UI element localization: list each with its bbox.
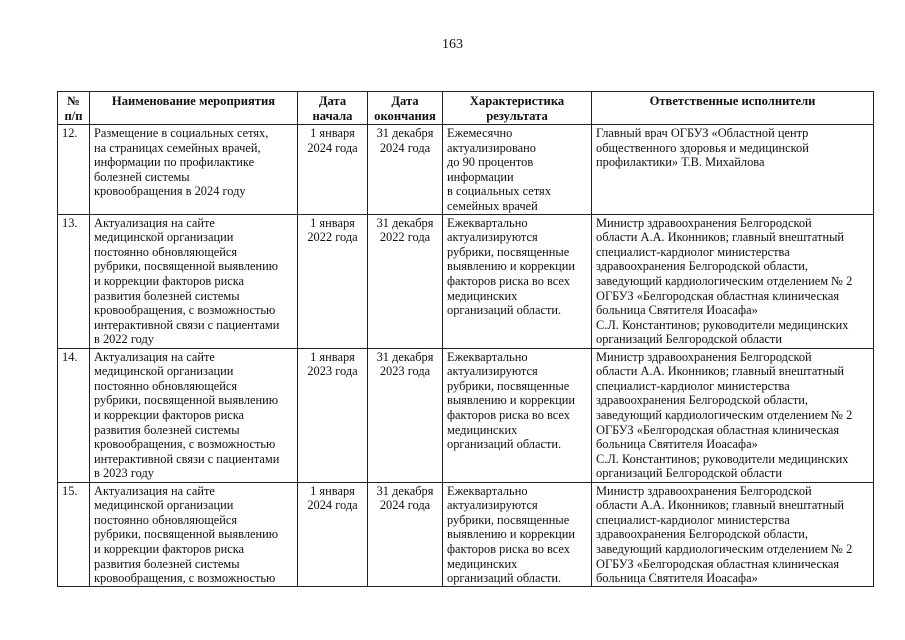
row-executors: Министр здравоохранения Белгородской области А.А. Иконников; главный внештатный специалист-кардиолог министерства здравоохранения Белгородской области, заведующий кардиологическим отделением № 2 ОГБУЗ «Белгородская областная клиническая больница Святителя Иоасафа» [592,482,874,586]
table-row [58,125,874,215]
row-end-date: 31 декабря 2023 года [368,348,443,482]
header-name: Наименование мероприятия [90,92,298,125]
row-start-date: 1 января 2024 года [298,482,368,586]
row-executors: Министр здравоохранения Белгородской области А.А. Иконников; главный внештатный специалист-кардиолог министерства здравоохранения Белгородской области, заведующий кардиологическим отделением № 2 ОГБУЗ «Белгородская областная клиническая больница Святителя Иоасафа» С.Л. Константинов; руководители медицинских организаций Белгородской области [592,214,874,348]
header-result: Характеристика результата [443,92,592,125]
row-result: Ежеквартально актуализируются рубрики, посвященные выявлению и коррекции факторов риска во всех медицинских организаций области. [443,482,592,586]
table-row [58,348,874,482]
row-result: Ежеквартально актуализируются рубрики, посвященные выявлению и коррекции факторов риска во всех медицинских организаций области. [443,348,592,482]
row-num: 15. [58,482,90,586]
row-name: Актуализация на сайте медицинской организации постоянно обновляющейся рубрики, посвященной выявлению и коррекции факторов риска развития болезней системы кровообращения, с возможностью интерактивной связи с пациентами в 2023 году [90,348,298,482]
header-executors: Ответственные исполнители [592,92,874,125]
row-start-date: 1 января 2023 года [298,348,368,482]
row-end-date: 31 декабря 2024 года [368,482,443,586]
header-start-date: Дата начала [298,92,368,125]
row-num: 12. [58,125,90,215]
row-name: Актуализация на сайте медицинской организации постоянно обновляющейся рубрики, посвященной выявлению и коррекции факторов риска развития болезней системы кровообращения, с возможностью [90,482,298,586]
row-end-date: 31 декабря 2022 года [368,214,443,348]
table-header-row [58,92,874,125]
row-name: Актуализация на сайте медицинской организации постоянно обновляющейся рубрики, посвященной выявлению и коррекции факторов риска развития болезней системы кровообращения, с возможностью интерактивной связи с пациентами в 2022 году [90,214,298,348]
header-end-date: Дата окончания [368,92,443,125]
page-number: 163 [442,37,463,52]
row-start-date: 1 января 2022 года [298,214,368,348]
row-start-date: 1 января 2024 года [298,125,368,215]
row-executors: Министр здравоохранения Белгородской области А.А. Иконников; главный внештатный специалист-кардиолог министерства здравоохранения Белгородской области, заведующий кардиологическим отделением № 2 ОГБУЗ «Белгородская областная клиническая больница Святителя Иоасафа» С.Л. Константинов; руководители медицинских организаций Белгородской области [592,348,874,482]
table-row [58,482,874,586]
row-end-date: 31 декабря 2024 года [368,125,443,215]
row-executors: Главный врач ОГБУЗ «Областной центр общественного здоровья и медицинской профилактики» Т.В. Михайлова [592,125,874,215]
row-result: Ежемесячно актуализировано до 90 процентов информации в социальных сетях семейных врачей [443,125,592,215]
row-num: 13. [58,214,90,348]
row-num: 14. [58,348,90,482]
header-num: № п/п [58,92,90,125]
row-name: Размещение в социальных сетях, на страницах семейных врачей, информации по профилактике болезней системы кровообращения в 2024 году [90,125,298,215]
measures-table [57,91,874,587]
row-result: Ежеквартально актуализируются рубрики, посвященные выявлению и коррекции факторов риска во всех медицинских организаций области. [443,214,592,348]
table-row [58,214,874,348]
